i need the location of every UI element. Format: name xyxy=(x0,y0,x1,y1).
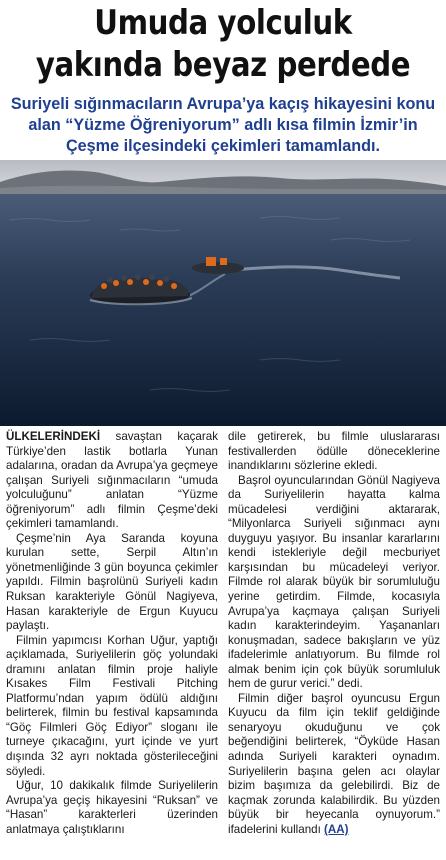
paragraph-text: Filmin diğer başrol oyuncusu Ergun Kuyucu da film için teklif geldiğinde senaryoyu okuduğunu ve çok beğendiğini belirterek, “Öyküde Hasan adında Suriyeli karakteri oynadım. Suriyelilerin başına gelen acı olaylar bizim başımıza da gelebilirdi. Biz de kaçmak zorunda kalabilirdik. Bu yüzden büyük bir heyecanla oynuyorum.” ifadelerini kullandı xyxy=(228,691,440,836)
headline xyxy=(0,2,446,86)
lead-word: ÜLKELERİNDEKİ xyxy=(6,430,101,443)
paragraph: Filmin yapımcısı Korhan Uğur, yaptığı açıklamada, Suriyelilerin göç yolundaki dramını anlatan filmin proje haliyle Kısakes Film Festivali Pitching Platformu’ndan yapım ödülü aldığını belirterek, filmin bu festival kapsamında “Göç Filmleri Göç Ediyor” sloganı ile turneye çıkacağını, yurt içinde ve yurt dışında 32 ayrı noktada gösterileceğini söyledi. xyxy=(6,633,218,778)
paragraph-text: savaştan kaçarak Türkiye’den lastik botlarla Yunan adalarına, oradan da Avrupa’ya geçmeye çalışan Suriyeli sığınmacıların “umuda yolculuğunu” anlatan “Yüzme öğreniyorum” adlı filmin Çeşme’deki çekimleri tamamlandı. xyxy=(6,430,218,531)
subheadline-line-3: Çeşme ilçesindeki çekimleri tamamlandı. xyxy=(65,137,380,155)
subheadline xyxy=(6,94,440,157)
subheadline-line-2: alan “Yüzme Öğreniyorum” adlı kısa filmin İzmir’in xyxy=(28,116,418,134)
article-body xyxy=(6,430,440,858)
article-photo xyxy=(0,160,446,426)
article-column-2 xyxy=(228,430,440,837)
subheadline-line-1: Suriyeli sığınmacıların Avrupa’ya kaçış hikayesini konu xyxy=(10,95,436,113)
rescue-boat xyxy=(192,262,244,274)
paragraph: Uğur, 10 dakikalık filmde Suriyelilerin Avrupa’ya geçiş hikayesini “Ruksan” ve “Hasan” karakterleri üzerinden anlatmaya çalıştıklarını xyxy=(6,779,218,836)
paragraph xyxy=(6,430,218,532)
paragraph: Çeşme’nin Aya Saranda koyuna kurulan sette, Serpil Altın’ın yönetmenliğinde 3 gün boyunca çekimler yapıldı. Filmin başrolünü Suriyeli kadın Ruksan karakteriyle Gönül Nagiyeva, Hasan karakteriyle de Ergun Kuyucu paylaştı. xyxy=(6,531,218,633)
paragraph: dile getirerek, bu filmle uluslararası festivallerden ödülle döneceklerine inandıklarını sözlerine ekledi. xyxy=(228,430,440,473)
sea-boats-illustration xyxy=(0,160,446,426)
headline-line-1: Umuda yolculuk xyxy=(94,3,352,43)
source-credit: (AA) xyxy=(324,822,349,836)
paragraph: Başrol oyuncularından Gönül Nagiyeva da Suriyelilerin hayatta kalma mücadelesi verdiğini aktararak, “Milyonlarca Suriyeli sığınmacı aynı duyguyu yaşıyor. Bu insanlar kararlarını kendi istekleriyle değil mecburiyet karşısından bu mücadeleyi veriyor. Filmde rol alarak büyük bir sorumluluğu yerine getirdim. Filmde, kocasıyla Avrupa’ya kaçmaya çalışan Suriyeli kadın karakterindeyim. Yaşananları konuşmadan, sadece bakışların ve yüz ifadelerimle anlatıyorum. Bu filmde rol almak benim için çok büyük sorumluluk hem de gurur verici.” dedi. xyxy=(228,473,440,691)
headline-line-2: yakında beyaz perdede xyxy=(35,45,411,85)
paragraph xyxy=(228,692,440,837)
article-column-1 xyxy=(6,430,218,837)
